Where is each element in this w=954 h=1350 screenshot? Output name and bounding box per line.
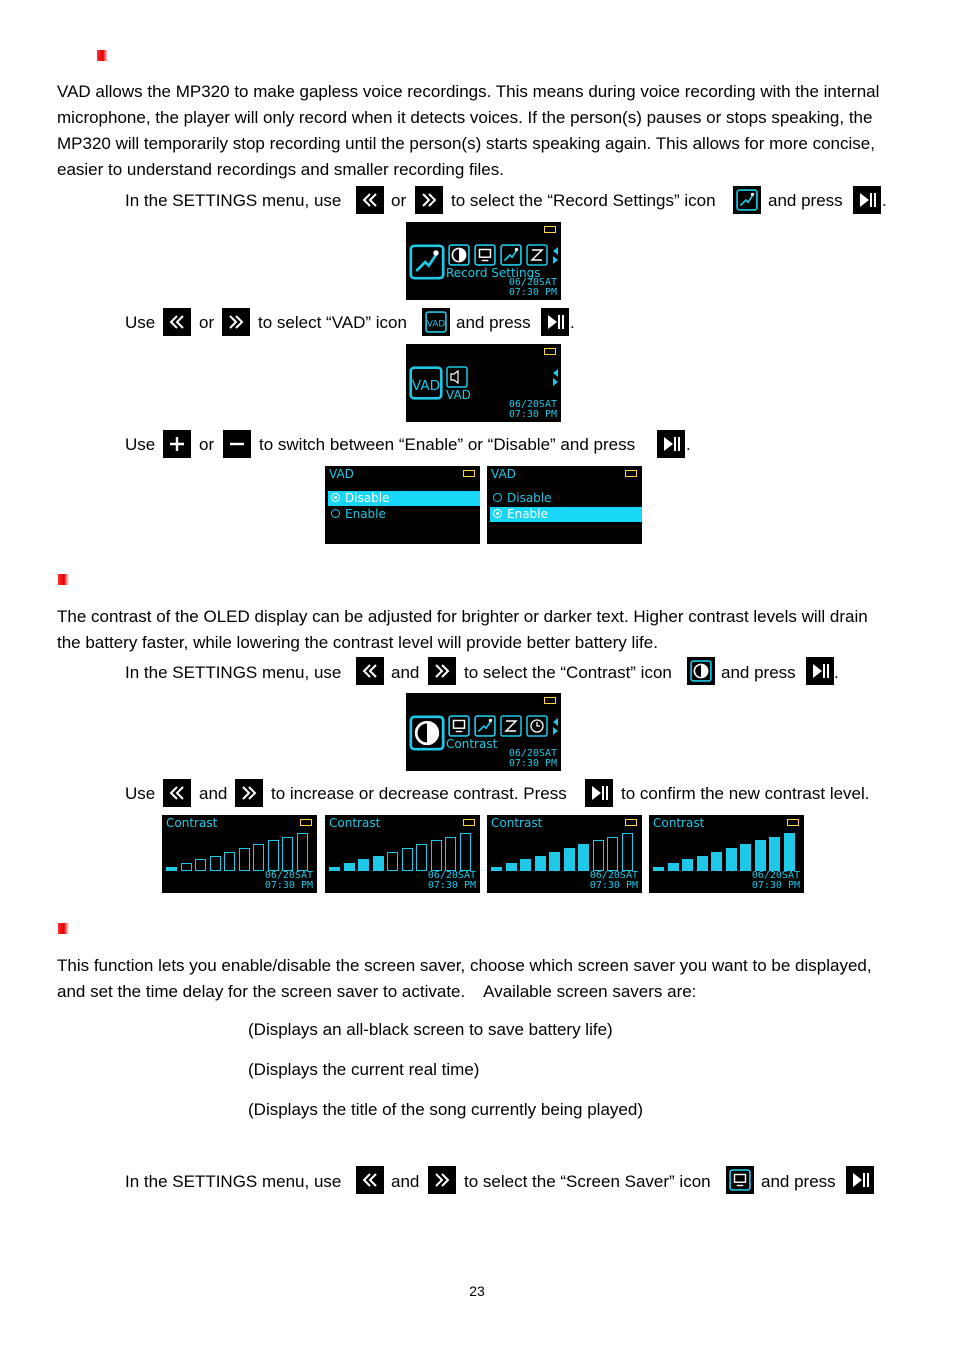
oled-title: Contrast	[166, 816, 218, 830]
option-disable: Disable	[328, 491, 480, 506]
vad-line-1: VAD allows the MP320 to make gapless voice recordings. This means during voice recording with the internal	[57, 82, 880, 101]
vad-step1-text-d: and press	[768, 191, 843, 210]
vad-step2-text-e: .	[570, 313, 575, 332]
contrast-bar	[445, 837, 456, 871]
oled-screen-contrast-level-1	[162, 815, 317, 893]
contrast-bar	[416, 844, 427, 871]
battery-icon	[544, 697, 556, 704]
section-bullet-vad	[97, 50, 108, 61]
vad-step1-text-c: to select the “Record Settings” icon	[451, 191, 716, 210]
fast-forward-icon	[415, 186, 443, 214]
vad-step2-text-c: to select “VAD” icon	[258, 313, 407, 332]
oled-item-label: Contrast	[446, 737, 498, 751]
contrast-bar	[166, 867, 177, 871]
vad-line-4: easier to understand recordings and smaller recording files.	[57, 160, 504, 179]
fast-forward-icon	[235, 779, 263, 807]
contrast-bar	[668, 863, 679, 871]
option-enable: Enable	[490, 507, 642, 522]
contrast-bar	[682, 859, 693, 871]
minus-icon	[223, 430, 251, 458]
battery-icon	[463, 470, 475, 477]
screensaver-step1-text-c: to select the “Screen Saver” icon	[464, 1172, 711, 1191]
section-bullet-contrast	[58, 574, 69, 585]
oled-clock: 06/20SAT 07:30 PM	[589, 870, 638, 891]
contrast-description	[57, 604, 907, 656]
play-pause-icon	[541, 308, 569, 336]
play-pause-icon	[853, 186, 881, 214]
record-settings-icon	[733, 186, 761, 214]
screensaver-item-2: (Displays the current real time)	[248, 1060, 480, 1079]
battery-icon	[544, 226, 556, 233]
contrast-bar	[549, 852, 560, 871]
oled-screen-vad-disable	[325, 466, 480, 544]
screensaver-step1-text-b: and	[391, 1172, 420, 1191]
contrast-bar	[711, 852, 722, 871]
contrast-bar	[784, 833, 795, 871]
contrast-bar	[653, 867, 664, 871]
oled-screen-vad-enable	[487, 466, 642, 544]
contrast-bar	[520, 859, 531, 871]
contrast-bar	[224, 852, 235, 871]
screen-saver-icon	[726, 1166, 754, 1194]
vad-step1-text-b: or	[391, 191, 407, 210]
vad-step3-text-e: .	[686, 435, 691, 454]
contrast-bar	[622, 833, 633, 871]
contrast-bar	[210, 856, 221, 871]
contrast-bar	[181, 863, 192, 871]
contrast-bar	[593, 840, 604, 871]
contrast-step2-text-d: to confirm the new contrast level.	[621, 784, 870, 803]
contrast-line-1: The contrast of the OLED display can be adjusted for brighter or darker text. Higher contrast levels will drain	[57, 607, 868, 626]
vad-line-3: MP320 will temporarily stop recording until the person(s) starts speaking again. This allows for more concise,	[57, 134, 875, 153]
contrast-bar	[268, 840, 279, 871]
oled-screen-contrast-level-4	[649, 815, 804, 893]
contrast-bar	[358, 859, 369, 871]
contrast-bar	[578, 844, 589, 871]
rewind-icon	[356, 186, 384, 214]
contrast-level-bars	[491, 831, 637, 871]
oled-clock: 06/20SAT 07:30 PM	[264, 870, 313, 891]
vad-step3-text-c: to switch between “Enable” or “Disable” and press	[259, 435, 636, 454]
contrast-bar	[460, 833, 471, 871]
contrast-bar	[387, 852, 398, 871]
contrast-step1-text-e: .	[834, 663, 839, 682]
contrast-bar	[506, 863, 517, 871]
battery-icon	[625, 470, 637, 477]
contrast-level-bars	[166, 831, 312, 871]
oled-clock: 06/20SAT 07:30 PM	[508, 277, 557, 298]
screensaver-item-1: (Displays an all-black screen to save battery life)	[248, 1020, 613, 1039]
vad-step2-text-a: Use	[125, 313, 156, 332]
vad-step3-text-a: Use	[125, 435, 156, 454]
vad-step2-text-d: and press	[456, 313, 531, 332]
screensaver-step1-text-a: In the SETTINGS menu, use	[125, 1172, 342, 1191]
page-number: 23	[469, 1283, 485, 1299]
oled-title: Contrast	[653, 816, 705, 830]
oled-clock: 06/20SAT 07:30 PM	[508, 748, 557, 769]
radio-icon	[493, 493, 502, 502]
screen-saver-icon	[474, 244, 496, 266]
plus-icon	[163, 430, 191, 458]
rewind-icon	[356, 1166, 384, 1194]
scroll-arrows-icon	[552, 717, 559, 735]
contrast-bar	[402, 848, 413, 871]
vad-line-2: microphone, the player will only record when it detects voices. If the person(s) pauses or stops speaking, the	[57, 108, 873, 127]
vad-icon	[422, 308, 450, 336]
oled-clock: 06/20SAT 07:30 PM	[751, 870, 800, 891]
screensaver-description	[57, 953, 907, 1005]
record-settings-icon	[474, 715, 496, 737]
vad-icon	[409, 366, 443, 400]
section-bullet-screensaver	[58, 923, 69, 934]
contrast-bar	[297, 833, 308, 871]
contrast-bar	[564, 848, 575, 871]
vad-step1-text-e: .	[882, 191, 887, 210]
contrast-step2-text-a: Use	[125, 784, 156, 803]
contrast-step1-text-a: In the SETTINGS menu, use	[125, 663, 342, 682]
screensaver-line-2: and set the time delay for the screen saver to activate. Available screen savers are:	[57, 982, 697, 1001]
play-pause-icon	[806, 657, 834, 685]
oled-screen-contrast-level-3	[487, 815, 642, 893]
screensaver-item-3: (Displays the title of the song currently being played)	[248, 1100, 643, 1119]
rewind-icon	[163, 779, 191, 807]
sleep-icon	[500, 715, 522, 737]
contrast-step1-text-c: to select the “Contrast” icon	[464, 663, 672, 682]
oled-screen-contrast-menu	[406, 693, 561, 771]
contrast-step2-text-c: to increase or decrease contrast. Press	[271, 784, 567, 803]
radio-icon	[493, 509, 502, 518]
contrast-bar	[607, 837, 618, 871]
contrast-level-bars	[329, 831, 475, 871]
oled-screen-contrast-level-2	[325, 815, 480, 893]
screen-saver-icon	[448, 715, 470, 737]
radio-icon	[331, 509, 340, 518]
contrast-bar	[239, 848, 250, 871]
scroll-arrows-icon	[552, 368, 559, 386]
battery-icon	[463, 819, 475, 826]
oled-title: Contrast	[491, 816, 543, 830]
contrast-bar	[491, 867, 502, 871]
oled-clock: 06/20SAT 07:30 PM	[508, 399, 557, 420]
scroll-arrows-icon	[552, 246, 559, 264]
battery-icon	[544, 348, 556, 355]
contrast-icon	[448, 244, 470, 266]
contrast-bar	[769, 837, 780, 871]
contrast-bar	[329, 867, 340, 871]
fast-forward-icon	[222, 308, 250, 336]
oled-title: VAD	[491, 467, 516, 481]
contrast-bar	[344, 863, 355, 871]
contrast-icon	[409, 715, 445, 751]
contrast-bar	[195, 859, 206, 871]
vad-description	[57, 79, 907, 183]
oled-item-label: Record Settings	[446, 266, 541, 280]
option-enable: Enable	[328, 507, 480, 522]
contrast-level-bars	[653, 831, 799, 871]
contrast-bar	[740, 844, 751, 871]
contrast-bar	[373, 856, 384, 871]
contrast-bar	[253, 844, 264, 871]
battery-icon	[787, 819, 799, 826]
contrast-bar	[697, 856, 708, 871]
fast-forward-icon	[428, 657, 456, 685]
contrast-step1-text-b: and	[391, 663, 420, 682]
oled-clock: 06/20SAT 07:30 PM	[427, 870, 476, 891]
rewind-icon	[163, 308, 191, 336]
battery-icon	[625, 819, 637, 826]
oled-title: VAD	[329, 467, 354, 481]
contrast-bar	[755, 840, 766, 871]
fast-forward-icon	[428, 1166, 456, 1194]
option-disable: Disable	[490, 491, 642, 506]
oled-title: Contrast	[329, 816, 381, 830]
vad-step2-text-b: or	[199, 313, 215, 332]
clock-icon	[526, 715, 548, 737]
rewind-icon	[356, 657, 384, 685]
oled-screen-vad	[406, 344, 561, 422]
sleep-icon	[526, 244, 548, 266]
vad-step3-text-b: or	[199, 435, 215, 454]
play-pause-icon	[846, 1166, 874, 1194]
screensaver-step1-text-d: and press	[761, 1172, 836, 1191]
contrast-step1-text-d: and press	[721, 663, 796, 682]
contrast-icon	[687, 657, 715, 685]
battery-icon	[300, 819, 312, 826]
screensaver-line-1: This function lets you enable/disable the screen saver, choose which screen saver you want to be displayed,	[57, 956, 872, 975]
oled-item-label: VAD	[446, 388, 471, 402]
record-settings-icon	[500, 244, 522, 266]
record-settings-icon	[409, 244, 445, 280]
contrast-bar	[726, 848, 737, 871]
contrast-step2-text-b: and	[199, 784, 228, 803]
vad-step1-text-a: In the SETTINGS menu, use	[125, 191, 342, 210]
play-pause-icon	[585, 779, 613, 807]
contrast-bar	[535, 856, 546, 871]
contrast-bar	[431, 840, 442, 871]
radio-icon	[331, 493, 340, 502]
contrast-line-2: the battery faster, while lowering the contrast level will provide better battery life.	[57, 633, 658, 652]
contrast-bar	[282, 837, 293, 871]
play-pause-icon	[657, 430, 685, 458]
speaker-icon	[446, 366, 468, 388]
oled-screen-record-settings	[406, 222, 561, 300]
